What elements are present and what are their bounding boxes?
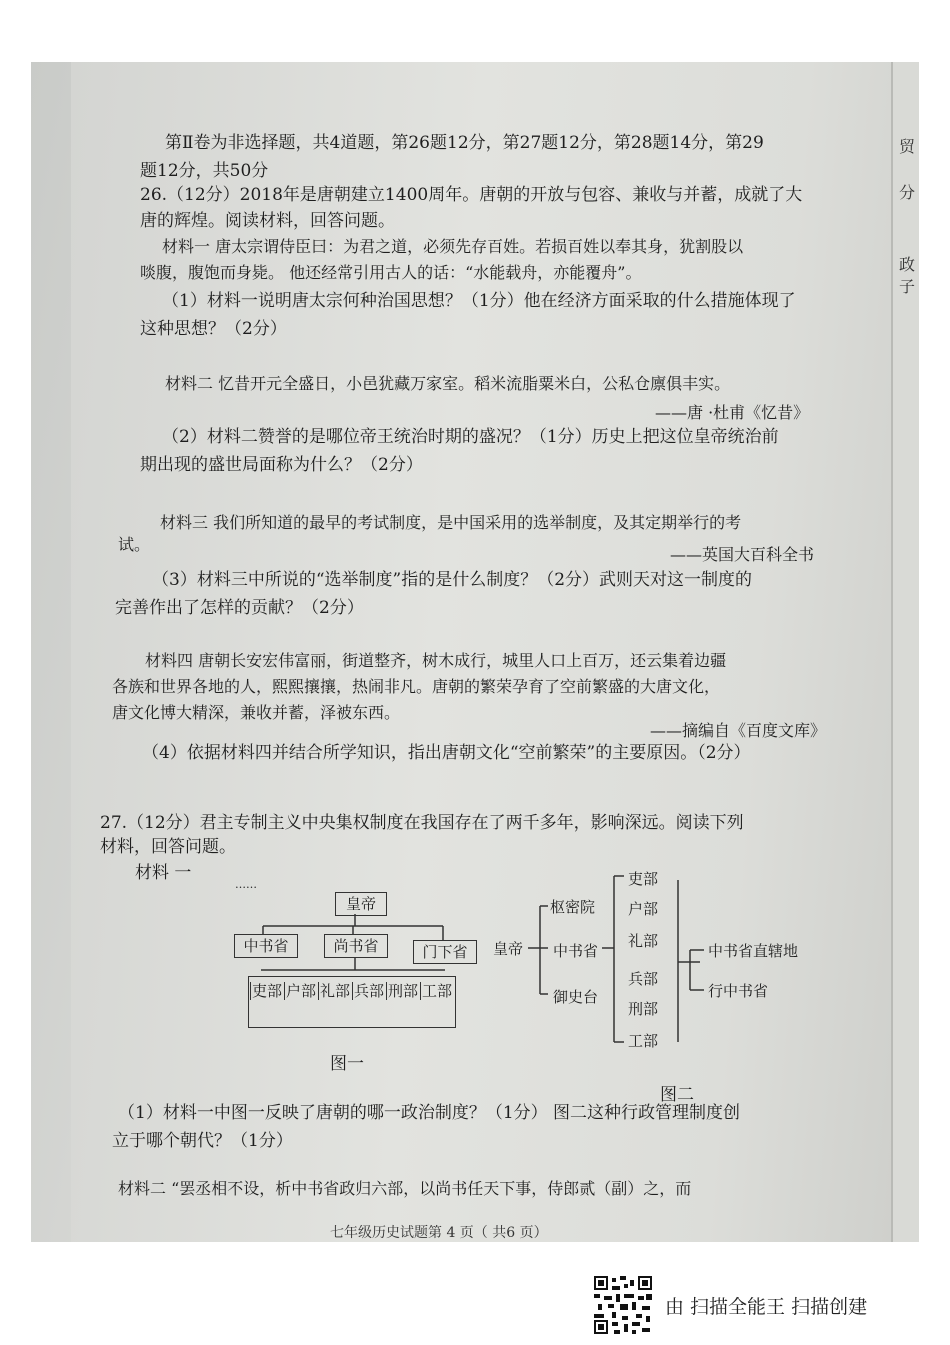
fig2-ministry: 工部 [628,1032,659,1050]
fig1-ministry: 礼部 [319,982,350,1000]
q26-question3: 完善作出了怎样的贡献？（2分） [115,598,364,618]
fig1-zhongshu: 中书省 [234,934,298,958]
fig2-emperor: 皇帝 [493,940,524,958]
q27-question1: 立于哪个朝代？（1分） [112,1131,293,1151]
edge-char: 贸 [899,137,916,156]
fig1-ministry: 兵部 [353,982,384,1000]
fig1-ministry: 刑部 [387,982,418,1000]
q27-material1-label: 材料 一 [135,863,192,883]
edge-char: 子 [899,277,916,296]
fig1-caption: 图一 [330,1054,364,1074]
q27-stem: 材料，回答问题。 [100,837,236,857]
section-intro-line1: 第Ⅱ卷为非选择题，共4道题，第26题12分，第27题12分，第28题14分，第29 [165,133,764,153]
fig2-level1: 枢密院 [550,898,596,916]
q26-material4: 材料四 唐朝长安宏伟富丽，街道整齐，树木成行，城里人口上百万，还云集着边疆 [145,651,727,670]
fig2-ministry: 刑部 [628,1000,659,1018]
fig2-caption: 图二 [660,1085,694,1105]
fig2-ministry: 兵部 [628,970,659,988]
q26-material3-source: ——英国大百科全书 [670,545,815,564]
q26-material2: 材料二 忆昔开元全盛日，小邑犹藏万家室。稻米流脂粟米白，公私仓廪俱丰实。 [165,374,731,393]
fig2-local: 行中书省 [708,982,769,1000]
edge-char: 政 [899,255,916,274]
q27-stem: 27.（12分）君主专制主义中央集权制度在我国存在了两千多年，影响深远。阅读下列 [100,813,744,833]
fig1-ministry: 工部 [421,982,452,1000]
fig1-ministry: 吏部 [251,982,282,1000]
q26-stem: 26.（12分）2018年是唐朝建立1400周年。唐朝的开放与包容、兼收与并蓄，成就了大 [140,185,803,205]
q26-material2-source: ——唐 ·杜甫《忆昔》 [655,403,810,422]
q26-material4: 各族和世界各地的人，熙熙攘攘，热闹非凡。唐朝的繁荣孕育了空前繁盛的大唐文化， [112,677,721,696]
q26-question2: （2）材料二赞誉的是哪位帝王统治时期的盛况？（1分）历史上把这位皇帝统治前 [162,427,779,447]
q27-question1: （1）材料一中图一反映了唐朝的哪一政治制度？（1分） 图二这种行政管理制度创 [118,1103,741,1123]
q26-material4: 唐文化博大精深，兼收并蓄，泽被东西。 [112,703,401,722]
q26-question1: （1）材料一说明唐太宗何种治国思想？（1分）他在经济方面采取的什么措施体现了 [162,291,796,311]
fig1-menxia: 门下省 [413,940,477,964]
qr-code-icon [594,1276,652,1334]
ellipsis: …… [235,878,257,891]
section-intro-line2: 题12分，共50分 [140,161,269,181]
page-footer: 七年级历史试题第 4 页（ 共6 页） [330,1225,548,1241]
q26-material3: 材料三 我们所知道的最早的考试制度，是中国采用的选举制度，及其定期举行的考 [160,513,742,532]
q27-material2: 材料二 “罢丞相不设，析中书省政归六部，以尚书任天下事，侍郎贰（副）之，而 [118,1179,692,1198]
q26-question4: （4）依据材料四并结合所学知识，指出唐朝文化“空前繁荣”的主要原因。（2分） [142,743,751,763]
adjacent-page-edge [891,62,919,1242]
q26-question2: 期出现的盛世局面称为什么？（2分） [140,455,423,475]
fig1-shangshu: 尚书省 [324,934,388,958]
fig2-ministry: 礼部 [628,932,659,950]
fig2-ministry: 户部 [628,900,659,918]
fig1-emperor: 皇帝 [335,892,387,916]
q26-question1: 这种思想？（2分） [140,319,287,339]
fig2-local: 中书省直辖地 [708,942,799,960]
fig2-level1: 御史台 [553,988,599,1006]
q26-material3: 试。 [118,535,151,554]
q26-material1: 啖腹，腹饱而身毙。 他还经常引用古人的话：“水能载舟，亦能覆舟”。 [140,263,642,282]
q26-material4-source: ——摘编自《百度文库》 [650,721,827,740]
q26-stem: 唐的辉煌。阅读材料，回答问题。 [140,211,395,231]
q26-material1: 材料一 唐太宗谓侍臣曰：为君之道，必须先存百姓。若损百姓以奉其身，犹割股以 [162,237,744,256]
fig2-level1: 中书省 [553,942,599,960]
fig1-ministry: 户部 [285,982,316,1000]
edge-char: 分 [899,183,916,202]
q26-question3: （3）材料三中所说的“选举制度”指的是什么制度？（2分）武则天对这一制度的 [152,570,753,590]
scanner-watermark: 由 扫描全能王 扫描创建 [665,1296,868,1318]
fig2-ministry: 吏部 [628,870,659,888]
